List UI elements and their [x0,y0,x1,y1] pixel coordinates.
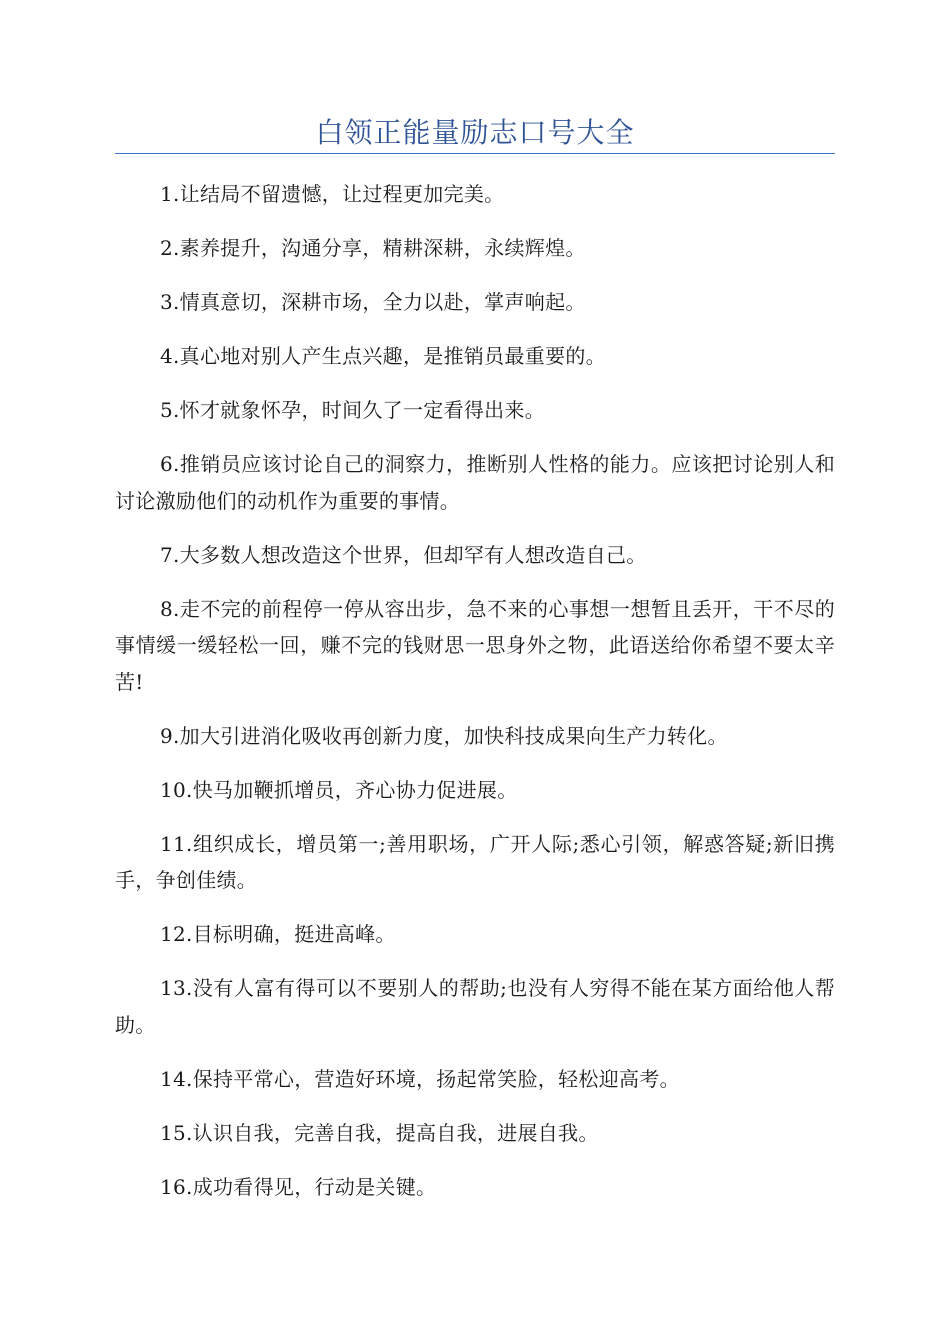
paragraph-13: 13.没有人富有得可以不要别人的帮助;也没有人穷得不能在某方面给他人帮助。 [115,976,835,1037]
title-underline [115,153,835,154]
paragraph-12: 12.目标明确，挺进高峰。 [160,922,396,946]
paragraph-1: 1.让结局不留遗憾，让过程更加完美。 [160,182,505,206]
paragraph-4: 4.真心地对别人产生点兴趣，是推销员最重要的。 [160,344,606,368]
paragraph-6: 6.推销员应该讨论自己的洞察力，推断别人性格的能力。应该把讨论别人和讨论激励他们的动机作为重要的事情。 [115,452,835,513]
document-title: 白领正能量励志口号大全 [315,116,635,149]
paragraph-8: 8.走不完的前程停一停从容出步，急不来的心事想一想暂且丢开，干不尽的事情缓一缓轻松一回，赚不完的钱财思一思身外之物，此语送给你希望不要太辛苦! [115,596,835,694]
paragraph-2: 2.素养提升，沟通分享，精耕深耕，永续辉煌。 [160,236,586,260]
paragraph-5: 5.怀才就象怀孕，时间久了一定看得出来。 [160,398,546,422]
paragraph-9: 9.加大引进消化吸收再创新力度，加快科技成果向生产力转化。 [160,723,728,748]
paragraph-11: 11.组织成长，增员第一;善用职场，广开人际;悉心引领，解惑答疑;新旧携手，争创佳绩。 [115,831,835,892]
paragraph-14: 14.保持平常心，营造好环境，扬起常笑脸，轻松迎高考。 [160,1066,680,1091]
document-body [115,176,835,1205]
paragraph-15: 15.认识自我，完善自我，提高自我，进展自我。 [160,1120,599,1145]
paragraph-16: 16.成功看得见，行动是关键。 [160,1174,437,1199]
paragraph-3: 3.情真意切，深耕市场，全力以赴，掌声响起。 [160,290,586,314]
paragraph-7: 7.大多数人想改造这个世界，但却罕有人想改造自己。 [160,542,647,567]
paragraph-10: 10.快马加鞭抓增员，齐心协力促进展。 [160,777,518,802]
